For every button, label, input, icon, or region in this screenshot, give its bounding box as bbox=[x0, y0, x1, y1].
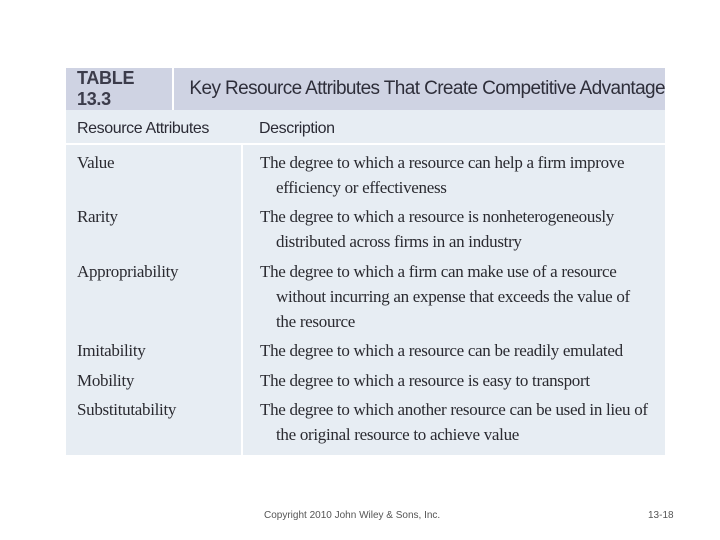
table-title-bar bbox=[66, 68, 665, 110]
description-cell bbox=[260, 368, 660, 393]
description-line: The degree to which a resource is nonheterogeneously bbox=[260, 207, 615, 226]
description-cell bbox=[260, 150, 660, 200]
description-line: The degree to which a resource is easy to transport bbox=[260, 371, 590, 390]
description-cell bbox=[260, 259, 660, 334]
column-divider bbox=[241, 145, 243, 455]
table-title: Key Resource Attributes That Create Competitive Advantage bbox=[189, 78, 665, 99]
attribute-cell: Substitutability bbox=[77, 400, 177, 419]
attribute-cell: Value bbox=[77, 153, 115, 172]
column-header-description: Description bbox=[259, 120, 335, 137]
column-header-attributes: Resource Attributes bbox=[77, 120, 210, 137]
attribute-cell: Mobility bbox=[77, 371, 135, 390]
description-line: The degree to which a resource can be readily emulated bbox=[260, 341, 623, 360]
description-line: The degree to which a resource can help a firm improve bbox=[260, 153, 625, 172]
copyright-notice: Copyright 2010 John Wiley & Sons, Inc. bbox=[264, 510, 441, 521]
description-line: without incurring an expense that exceeds the value of bbox=[276, 287, 630, 306]
attribute-cell: Appropriability bbox=[77, 262, 179, 281]
description-cell bbox=[260, 338, 660, 363]
description-line: The degree to which a firm can make use of a resource bbox=[260, 262, 617, 281]
page-number: 13-18 bbox=[648, 510, 674, 521]
description-line: distributed across firms in an industry bbox=[276, 232, 522, 251]
description-cell bbox=[260, 397, 660, 447]
description-line: efficiency or effectiveness bbox=[276, 178, 447, 197]
description-line: The degree to which another resource can be used in lieu of bbox=[260, 400, 648, 419]
description-line: the resource bbox=[276, 312, 355, 331]
table-header-row bbox=[66, 110, 665, 145]
attribute-cell: Imitability bbox=[77, 341, 146, 360]
description-line: the original resource to achieve value bbox=[276, 425, 520, 444]
attribute-cell: Rarity bbox=[77, 207, 118, 226]
resource-attributes-table bbox=[66, 68, 665, 455]
table-number-label: TABLE 13.3 bbox=[66, 68, 174, 110]
description-cell bbox=[260, 204, 660, 254]
